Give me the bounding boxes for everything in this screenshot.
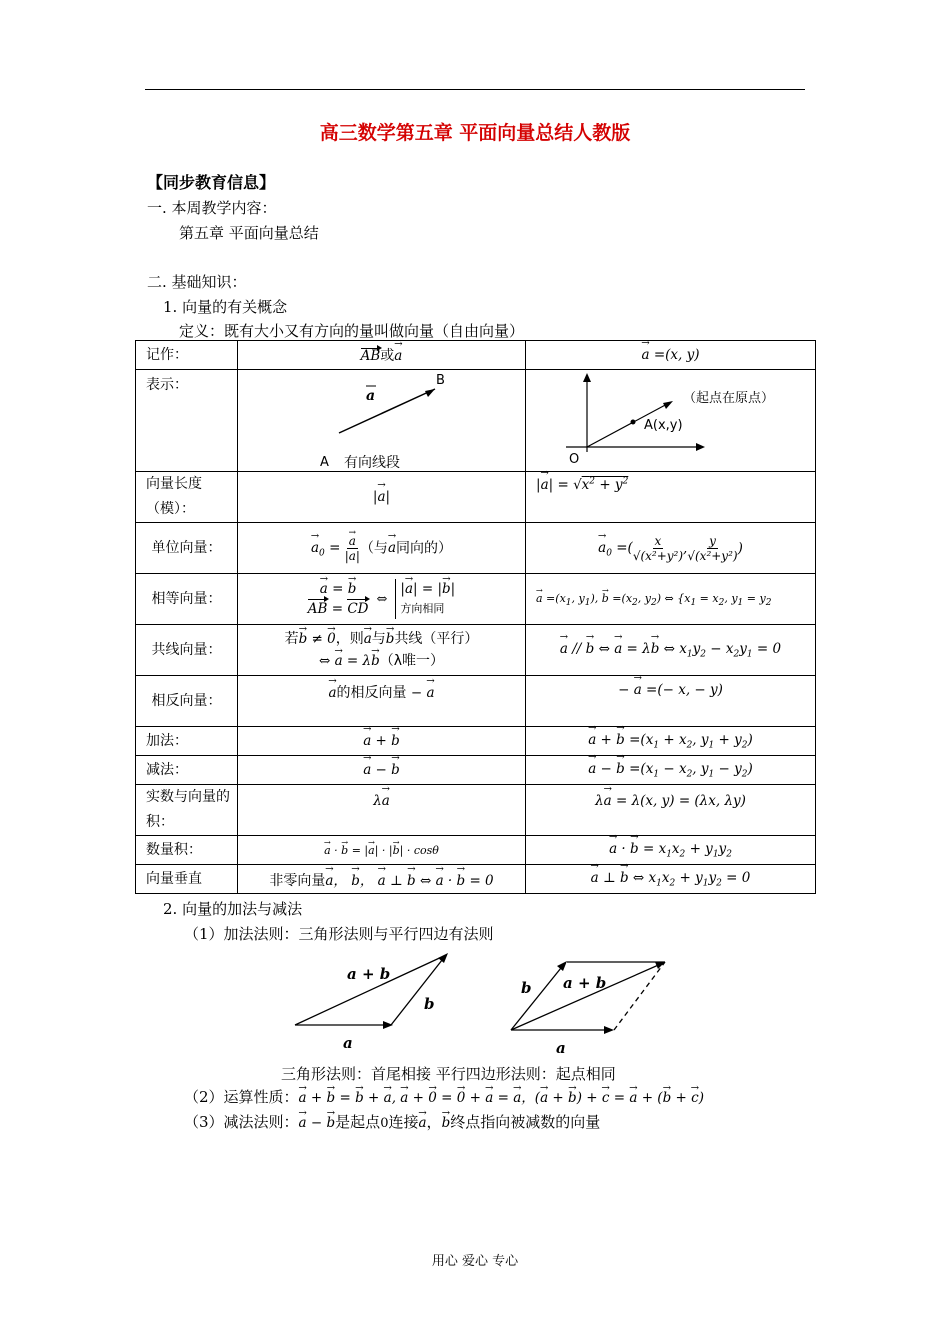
table-row: 向量垂直 非零向量→ a， → b， → a ⊥ → b ⇔ → a · → b = 0 → a ⊥ → b ⇔ $x_1x_2 + y_1y_2 = 0$	[136, 865, 816, 894]
svg-text:a: a	[556, 1039, 566, 1057]
operation-properties: （2）运算性质：→ a + → b = → b + → a, → a + → 0 = → 0 + → a = → a，(→ a + → b) + → c = → a + (→ b + → c)	[184, 1088, 704, 1107]
table-row: 实数与向量的积： λ→ a λ→ a = λ(x, y) = (λx, λy)	[136, 785, 816, 836]
svg-text:a + b: a + b	[347, 965, 391, 983]
vector-definition: 定义：既有大小又有方向的量叫做向量（自由向量）	[179, 322, 525, 340]
segment-line	[339, 389, 435, 433]
vector-addition-diagrams	[285, 945, 685, 1057]
table-row	[136, 370, 816, 472]
table-row: 记作： AB或→ a → a =(x, y)	[136, 341, 816, 370]
section-2-heading: 二. 基础知识：	[147, 273, 247, 291]
vector-concept-table	[135, 340, 816, 894]
directed-segment-caption: 有向线段	[344, 455, 400, 471]
row-label: 记作：	[136, 341, 238, 370]
addition-rule: （1）加法法则：三角形法则与平行四边有法则	[184, 925, 494, 943]
origin-note: （起点在原点）	[683, 391, 775, 406]
table-row: 向量长度（模）： |→ a| |→ $a| = √x^2 + y^2$	[136, 472, 816, 523]
svg-text:b: b	[521, 979, 532, 997]
subsection-2: 2. 向量的加法与减法	[163, 900, 303, 918]
section-1-heading: 一. 本周教学内容：	[147, 199, 277, 217]
subsection-1: 1. 向量的有关概念	[163, 298, 288, 316]
directed-segment-diagram	[238, 370, 525, 472]
row-label: 向量垂直	[136, 865, 238, 894]
row-label: 减法：	[136, 756, 238, 785]
coordinate-vector-diagram	[526, 370, 826, 472]
table-row: 数量积： → a · → b = |→ a| · |→ b| · cosθ → a · → $b = x_1x_2 + y_1y_2$	[136, 836, 816, 865]
row-label: 加法：	[136, 727, 238, 756]
table-row: 共线向量： 若→ b ≠ → 0，则→ a与→ b共线（平行） ⇔ → a = λ→ b（λ唯一） → a // → b ⇔ → a = λ→ b ⇔ $x_1y_2 - x_2y_1 = 0$	[136, 625, 816, 676]
svg-text:a: a	[343, 1034, 353, 1052]
section-1-content: 第五章 平面向量总结	[179, 224, 319, 242]
origin-label: O	[569, 452, 580, 467]
row-label: 单位向量：	[136, 523, 238, 574]
row-label: 共线向量：	[136, 625, 238, 676]
table-row: 加法： → a + → b → a + → $b =(x_1 + x_2$, $y_1 + y_2$)	[136, 727, 816, 756]
vector-a-label: a	[366, 388, 376, 404]
row-label: 相等向量：	[136, 574, 238, 625]
table-row: 相等向量： → a = → b AB = CD ⇔ |→ a| = |→ b| 方向相同 → $a =(x_1$, $y_1$), → $b =(x_2$, $y_2$) ⇔ {$x_1 = x_2$, $y_1 = y_2$	[136, 574, 816, 625]
row-label: 数量积：	[136, 836, 238, 865]
row-label: 向量长度（模）：	[136, 472, 238, 523]
arrowhead	[425, 389, 435, 397]
row-label: 实数与向量的积：	[136, 785, 238, 836]
point-label-a: A	[320, 455, 329, 470]
header-rule	[145, 89, 805, 90]
point-label-b: B	[436, 373, 445, 388]
table-row: 相反向量： → a的相反向量 − → a − → a =(− x, − y)	[136, 676, 816, 727]
point-a	[631, 420, 636, 425]
subtraction-rule: （3）减法法则：→ a − → b是起点0连接→ a，→ b终点指向被减数的向量	[184, 1113, 600, 1133]
svg-text:a + b: a + b	[563, 974, 607, 992]
point-a-label: A(x,y)	[644, 418, 683, 433]
table-row: 减法： → a − → b → a − → $b =(x_1 - x_2$, $y_1 - y_2$)	[136, 756, 816, 785]
row-label: 相反向量：	[136, 676, 238, 727]
row-label: 表示：	[136, 370, 238, 472]
svg-text:b: b	[424, 995, 435, 1013]
table-row: 单位向量： → $a_0$ = → $\frac{a}{|a|}$ （与→ a同向的） → $a_0$ =( $\frac{x}{\text{√(x²+y²)}}$ , $\frac{y}{\text{√(x²+y²)}}$ )	[136, 523, 816, 574]
section-tongbu: 【同步教育信息】	[147, 173, 276, 192]
rule-caption: 三角形法则：首尾相接 平行四边形法则：起点相同	[281, 1065, 616, 1083]
page-title: 高三数学第五章 平面向量总结人教版	[319, 122, 631, 144]
footer: 用心 爱心 专心	[431, 1254, 519, 1269]
